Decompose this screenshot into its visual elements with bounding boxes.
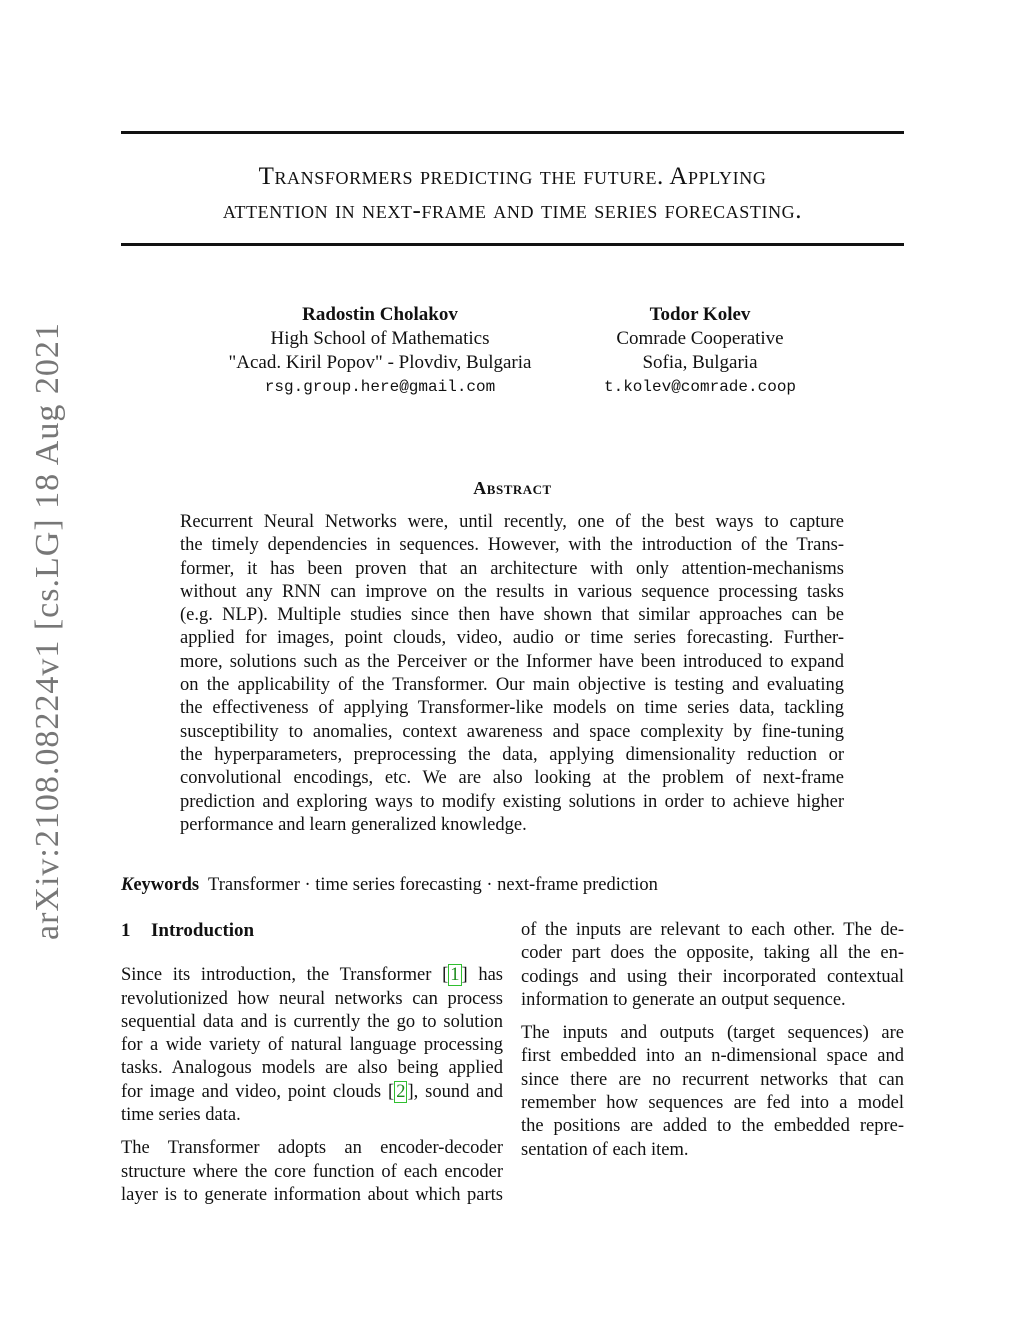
abstract-line: performance and learn generalized knowledge. — [180, 814, 527, 835]
abstract-line: more, solutions such as the Perceiver or the Informer have been introduced to expand — [180, 651, 844, 672]
keywords-label-rest: eywords — [133, 875, 200, 895]
paragraph-line: sentation of each item. — [521, 1139, 689, 1160]
citation-link[interactable]: 2 — [396, 1081, 406, 1102]
left-column — [121, 919, 503, 1217]
citation-link[interactable]: 1 — [450, 965, 460, 986]
abstract-line: (e.g. NLP). Multiple studies since then have shown that similar approaches can be — [180, 605, 844, 626]
line-text: ] has — [461, 965, 503, 986]
abstract-line: the effectiveness of applying Transformer-like models on time series data, tackling — [180, 698, 844, 719]
paragraph-line: The Transformer adopts an encoder-decoder — [121, 1138, 503, 1159]
author-block — [200, 303, 560, 399]
paragraph-line: layer is to generate information about which parts — [121, 1184, 503, 1205]
abstract-line: former, it has been proven that an architecture with only attention-mechanisms — [180, 558, 844, 579]
paragraph-line — [121, 964, 503, 987]
author-name: Todor Kolev — [649, 304, 751, 325]
section-heading — [121, 919, 503, 942]
arxiv-stamp: arXiv:2108.08224v1 [cs.LG] 18 Aug 2021 — [29, 322, 66, 940]
abstract-line: without any RNN can improve on the results in various sequence processing tasks — [180, 581, 844, 602]
paragraph-line: the positions are added to the embedded repre- — [521, 1116, 904, 1137]
title-line-2: attention in next-frame and time series forecasting. — [222, 197, 803, 224]
title-rule-bottom — [121, 243, 904, 246]
keywords-label — [121, 875, 199, 895]
section-title-text: Introduction — [151, 920, 255, 941]
abstract-line: prediction and exploring ways to modify existing solutions in order to achieve higher — [180, 791, 844, 812]
paragraph-line: sequential data and is currently the go to solution — [121, 1011, 503, 1032]
paragraph-line: information to generate an output sequence. — [521, 989, 846, 1010]
keywords — [121, 875, 658, 896]
abstract-line: convolutional encodings, etc. We are also looking at the problem of next-frame — [180, 768, 844, 789]
author-affiliation: High School of Mathematics — [270, 328, 490, 349]
abstract-line: Recurrent Neural Networks were, until recently, one of the best ways to capture — [180, 512, 844, 532]
intro-paragraph-2 — [121, 1137, 503, 1207]
paragraph-line: structure where the core function of each encoder — [121, 1161, 503, 1182]
paragraph-line: time series data. — [121, 1105, 241, 1126]
line-text: Since its introduction, the Transformer [ — [121, 965, 449, 986]
abstract-line: applied for images, point clouds, video, audio or time series forecasting. Further- — [180, 628, 844, 649]
paragraph-line: remember how sequences are fed into a model — [521, 1093, 904, 1114]
intro-paragraph-3 — [521, 1022, 904, 1162]
keywords-text: Transformer · time series forecasting · next-frame prediction — [208, 875, 658, 895]
abstract-heading: Abstract — [473, 478, 552, 498]
author-affiliation: "Acad. Kiril Popov" - Plovdiv, Bulgaria — [228, 352, 532, 373]
right-column — [521, 919, 904, 1172]
abstract-line: on the applicability of the Transformer. Our main objective is testing and evaluating — [180, 675, 844, 696]
intro-paragraph-2-continued — [521, 919, 904, 1012]
author-affiliation: Sofia, Bulgaria — [642, 352, 758, 373]
title-rule-top — [121, 131, 904, 134]
abstract-line: susceptibility to anomalies, context awareness and space complexity by fine-tuning — [180, 721, 844, 742]
author-block — [560, 303, 840, 399]
paragraph-line — [121, 1081, 503, 1104]
author-affiliation: Comrade Cooperative — [616, 328, 784, 349]
paragraph-line: first embedded into an n-dimensional space and — [521, 1046, 904, 1067]
author-name: Radostin Cholakov — [302, 304, 458, 325]
paragraph-line: tasks. Analogous models are also being applied — [121, 1058, 503, 1079]
author-email[interactable]: rsg.group.here@gmail.com — [264, 378, 496, 396]
section-number: 1 — [121, 920, 131, 941]
abstract-body — [180, 511, 844, 837]
intro-paragraph-1 — [121, 964, 503, 1127]
paragraph-line: codings and using their incorporated contextual — [521, 966, 904, 987]
paragraph-line: since there are no recurrent networks that can — [521, 1069, 904, 1090]
paragraph-line: The inputs and outputs (target sequences) are — [521, 1023, 904, 1044]
abstract-line: the timely dependencies in sequences. However, with the introduction of the Trans- — [180, 535, 844, 556]
title-line-1: Transformers predicting the future. Applying — [258, 163, 767, 190]
keywords-label-initial: K — [121, 875, 134, 895]
paper-title — [121, 160, 904, 228]
paragraph-line: coder part does the opposite, taking all the en- — [521, 943, 904, 964]
paragraph-line: revolutionized how neural networks can process — [121, 988, 503, 1009]
paragraph-line: of the inputs are relevant to each other. The de- — [521, 920, 904, 940]
author-email[interactable]: t.kolev@comrade.coop — [603, 378, 797, 396]
paragraph-line: for a wide variety of natural language processing — [121, 1035, 503, 1056]
line-text: ], sound and — [407, 1081, 504, 1102]
abstract-line: the hyperparameters, preprocessing the data, applying dimensionality reduction or — [180, 744, 844, 765]
line-text: for image and video, point clouds [ — [121, 1081, 395, 1102]
